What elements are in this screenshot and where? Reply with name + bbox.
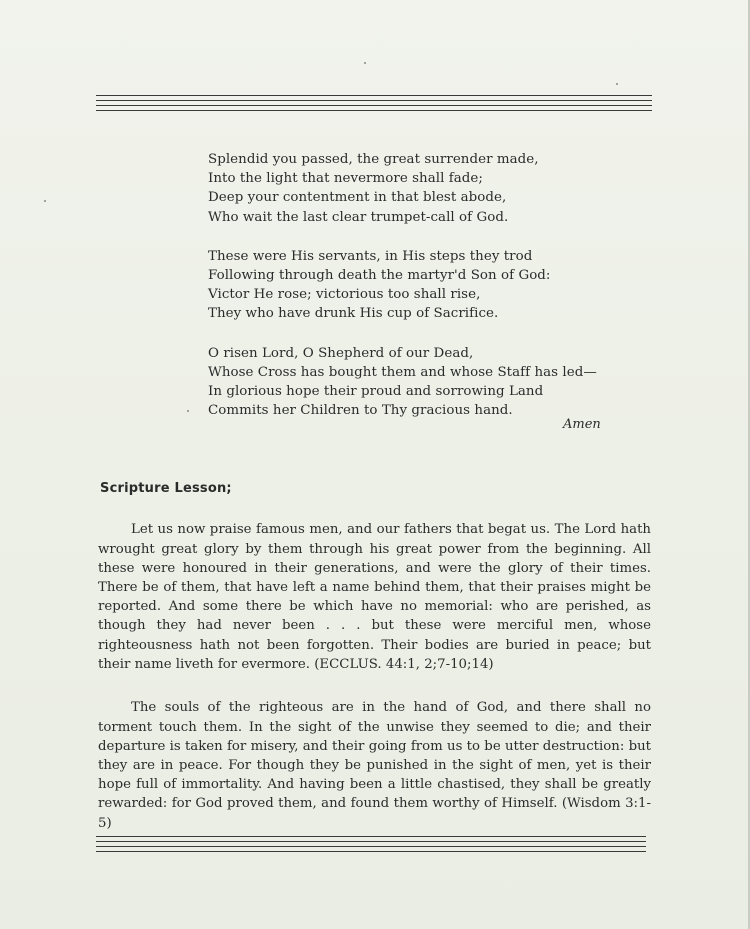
rule-line (96, 110, 652, 111)
poem-stanza-3 (208, 344, 608, 421)
poem-line: Into the light that nevermore shall fade; (208, 171, 483, 187)
scripture-paragraph-1: Let us now praise famous men, and our fathers that begat us. The Lord hath wrought great glory by them through his great power from the beginning. All these were honoured in their generations, and were the glory of their times. There be of them, that have left a name behind them, that their praises might be reported. And some there be which have no memorial: who are perished, as though they had never been . . . but these were merciful men, whose righteousness hath not been forgotten. Their bodies are buried in peace; but their name liveth for evermore. (ECCLUS. 44:1, 2;7-10;14) (98, 522, 651, 672)
rule-line (96, 836, 646, 837)
rule-line (96, 851, 646, 852)
poem-line: O risen Lord, O Shepherd of our Dead, (208, 345, 474, 361)
top-decorative-rule (96, 95, 652, 115)
poem-stanza-1 (208, 150, 608, 227)
poem-line: Commits her Children to Thy gracious hand. (208, 403, 513, 419)
rule-line (96, 841, 646, 842)
poem-line: Deep your contentment in that blest abode, (208, 190, 507, 206)
poem-stanza-2 (208, 247, 608, 324)
poem-line: Who wait the last clear trumpet-call of God. (208, 209, 509, 225)
bottom-decorative-rule (96, 836, 646, 856)
paper-speck (44, 200, 46, 202)
poem-line: These were His servants, in His steps they trod (208, 248, 533, 264)
paper-speck (187, 410, 189, 412)
hymn-poem (208, 150, 608, 420)
poem-line: Whose Cross has bought them and whose Staff has led— (208, 364, 597, 380)
scripture-heading: Scripture Lesson; (100, 481, 232, 496)
poem-line: Following through death the martyr'd Son of God: (208, 268, 551, 284)
amen-closing: Amen (563, 417, 601, 432)
rule-line (96, 95, 652, 96)
poem-line: Victor He rose; victorious too shall rise, (208, 287, 481, 303)
paper-speck (616, 83, 618, 85)
rule-line (96, 846, 646, 847)
poem-line: They who have drunk His cup of Sacrifice. (208, 306, 499, 322)
rule-line (96, 100, 652, 101)
scripture-paragraph-2: The souls of the righteous are in the hand of God, and there shall no torment touch them. In the sight of the unwise they seemed to die; and their departure is taken for misery, and their going from us to be utter destruction: but they are in peace. For though they be punished in the sight of men, yet is their hope full of immortality. And having been a little chastised, they shall be greatly rewarded: for God proved them, and found them worthy of Himself. (Wisdom 3:1-5) (98, 700, 651, 831)
rule-line (96, 105, 652, 106)
poem-line: Splendid you passed, the great surrender made, (208, 152, 539, 167)
paper-speck (364, 62, 366, 64)
poem-line: In glorious hope their proud and sorrowing Land (208, 384, 544, 400)
